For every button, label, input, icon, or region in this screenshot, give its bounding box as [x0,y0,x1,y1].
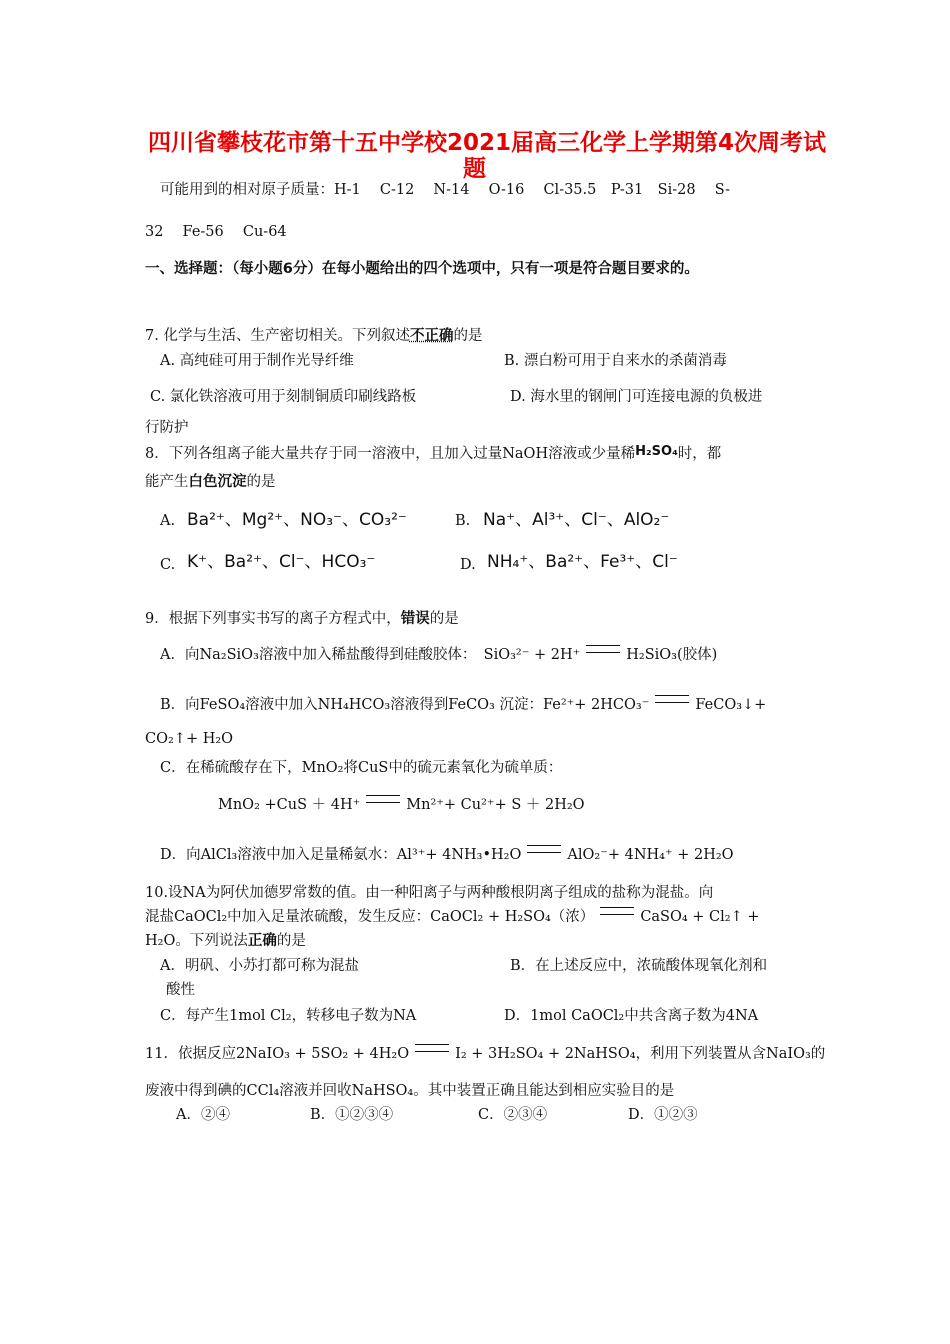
q10-stem: 10.设NA为阿伏加德罗常数的值。由一种阳离子与两种酸根阴离子组成的盐称为混盐。向 [145,885,714,901]
q10-reactants: 混盐CaOCl₂中加入足量浓硫酸，发生反应：CaOCl₂ + H₂SO₄（浓） [145,909,595,925]
q9-option-c: C．在稀硫酸存在下，MnO₂将CuS中的硫元素氧化为硫单质： [160,760,563,776]
q9-option-d [160,843,734,864]
q10-stem-c: H₂O。下列说法 [145,933,248,949]
q10-option-a: A．明矾、小苏打都可称为混盐 [160,958,359,974]
q8-stem [145,442,721,463]
q10-option-c: C．每产生1mol Cl₂，转移电子数为NA [160,1008,417,1024]
q11-stem-line2: 废液中得到碘的CCl₄溶液并回收NaHSO₄。其中装置正确且能达到相应实验目的是 [145,1083,675,1099]
q11-option-c: C．②③④ [478,1107,548,1123]
equals-sign [655,695,689,703]
q8-option-b-ions: Na⁺、Al³⁺、Cl⁻、AlO₂⁻ [483,510,670,530]
q8-stem-text: 8．下列各组离子能大量共存于同一溶液中，且加入过量NaOH溶液或少量稀 [145,446,636,462]
q8-option-d-label: D. [460,557,476,573]
q9-b-reactants: B．向FeSO₄溶液中加入NH₄HCO₃溶液得到FeCO₃ 沉淀：Fe²⁺+ 2HCO₃⁻ [160,697,650,713]
q8-option-c-ions: K⁺、Ba²⁺、Cl⁻、HCO₃⁻ [187,552,376,572]
q11-products: I₂ + 3H₂SO₄ + 2NaHSO₄，利用下列装置从含NaIO₃的 [455,1046,826,1062]
q8-stem-end: 时，都 [677,446,722,462]
atomic-masses-line2: 32 Fe-56 Cu-64 [145,224,287,240]
page-title: 四川省攀枝花市第十五中学校2021届高三化学上学期第4次周考试 [148,130,827,156]
atomic-masses: 可能用到的相对原子质量：H-1 C-12 N-14 O-16 Cl-35.5 P-31 Si-28 S- [160,182,731,198]
q8-option-a-label: A. [160,513,176,529]
q7-option-c: C. 氯化铁溶液可用于刻制铜质印刷线路板 [150,389,417,405]
q7-option-b: B. 漂白粉可用于自来水的杀菌消毒 [504,353,727,369]
q9-a-products: H₂SiO₃(胶体) [626,647,718,663]
q9-emphasis: 错误 [400,611,430,627]
q9-stem [145,607,459,628]
q9-d-reactants: D．向AlCl₃溶液中加入足量稀氨水：Al³⁺+ 4NH₃•H₂O [160,847,522,863]
q10-option-b-cont: 酸性 [166,982,195,998]
q7-emphasis: 不正确 [409,327,454,344]
q7-option-d: D. 海水里的钢闸门可连接电源的负极进 [510,389,763,405]
q7-option-d-cont: 行防护 [145,420,189,436]
q8-stem-d: 的是 [246,474,276,490]
q9-d-products: AlO₂⁻+ 4NH₄⁺ + 2H₂O [567,847,734,863]
q11-reactants: 11．依据反应2NaIO₃ + 5SO₂ + 4H₂O [145,1046,410,1062]
q10-products: CaSO₄ + Cl₂↑ + [640,909,760,925]
q8-option-c-label: C. [160,557,176,573]
q10-option-b: B．在上述反应中，浓硫酸体现氧化剂和 [510,958,768,974]
section-heading: 一、选择题：（每小题6分）在每小题给出的四个选项中，只有一项是符合题目要求的。 [145,261,699,277]
q9-a-reactants: A．向Na₂SiO₃溶液中加入稀盐酸得到硅酸胶体： SiO₃²⁻ + 2H⁺ [160,647,581,663]
q10-stem-d: 的是 [276,933,306,949]
q10-option-d: D．1mol CaOCl₂中共含离子数为4NA [504,1008,759,1024]
q11-stem [145,1042,825,1063]
q8-option-d-ions: NH₄⁺、Ba²⁺、Fe³⁺、Cl⁻ [487,552,678,572]
equals-sign [415,1044,449,1052]
q7-option-a: A. 高纯硅可用于制作光导纤维 [160,353,354,369]
q9-option-c-equation [218,793,585,814]
q9-option-b-cont: CO₂↑+ H₂O [145,731,234,747]
q7-stem-end: 的是 [453,328,483,344]
q8-option-a-ions: Ba²⁺、Mg²⁺、NO₃⁻、CO₃²⁻ [187,510,407,530]
q7-stem [145,324,482,345]
q9-option-b [160,693,766,714]
q9-option-a [160,643,717,664]
q11-option-b: B．①②③④ [310,1107,394,1123]
q9-stem-text: 9．根据下列事实书写的离子方程式中， [145,611,401,627]
h2so4-formula: H₂SO₄ [635,444,678,459]
q7-stem-text: 7. 化学与生活、生产密切相关。下列叙述 [145,328,410,344]
equals-sign [586,645,620,653]
q10-stem-line3 [145,929,306,950]
q10-emphasis: 正确 [247,933,277,949]
q11-option-d: D．①②③ [628,1107,698,1123]
equals-sign [366,795,400,803]
q10-stem-line2 [145,905,760,926]
q8-option-b-label: B. [455,513,471,529]
q9-c-reactants: MnO₂ +CuS ＋ 4H⁺ [218,797,361,813]
q11-option-a: A．②④ [176,1107,230,1123]
q9-stem-end: 的是 [429,611,459,627]
equals-sign [600,907,634,915]
equals-sign [527,845,561,853]
q8-stem-c: 能产生 [145,474,189,490]
q9-c-products: Mn²⁺+ Cu²⁺+ S ＋ 2H₂O [406,797,585,813]
page-title-line2: 题 [463,156,486,182]
q8-emphasis: 白色沉淀 [188,474,247,490]
q9-b-products: FeCO₃↓+ [695,697,767,713]
q8-stem-line2 [145,470,276,491]
